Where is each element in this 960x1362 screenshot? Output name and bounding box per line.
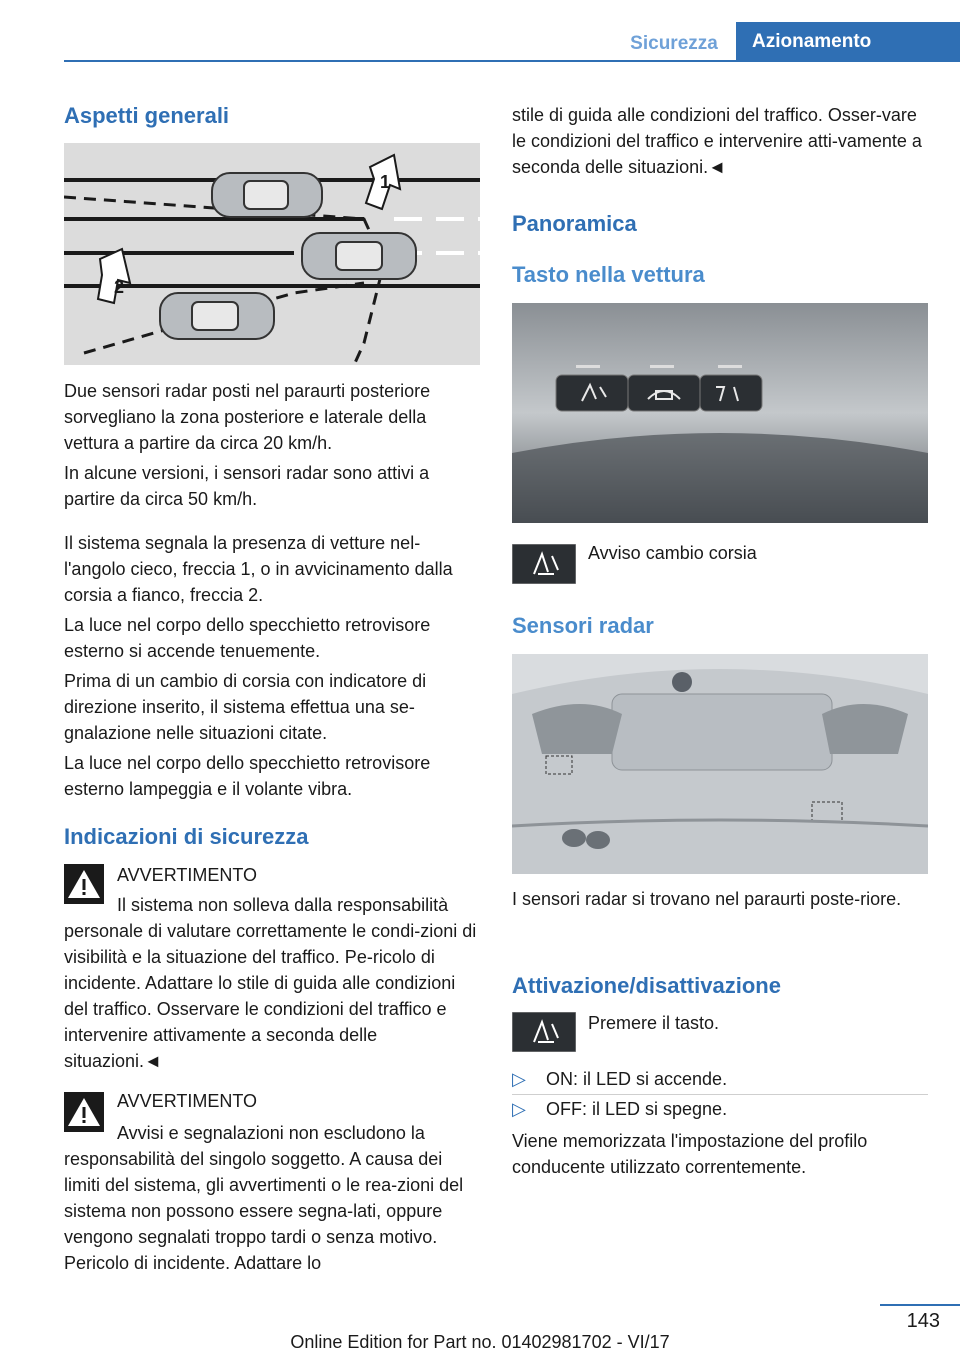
arrow-1-label: 1 [380,172,391,192]
warning-2-title: AVVERTIMENTO [117,1091,258,1111]
warning-1-text: personale di valutare correttamente le condi-zioni di visibilità e la situazione del traffico. Pe-ricolo di incidente. Adattare lo stile di guida alle condizioni del traffico. Osservare le condizioni del traffico e intervenire attivamente a seconda delle situazioni.◄ [64,921,477,1071]
heading-radar: Sensori radar [512,613,654,638]
warning-2-first-line: Avvisi e segnalazioni non escludono la [117,1123,425,1143]
warning-1-first-line: Il sistema non solleva dalla responsabilità [117,895,449,915]
bullet-marker: ▷ [512,1069,526,1089]
press-instruction: Premere il tasto. [588,1013,720,1033]
header-chapter-tab: Azionamento [736,22,960,62]
radar-location-text: I sensori radar si trovano nel paraurti poste-riore. [512,889,902,909]
bullet-on: ON: il LED si accende. [546,1069,728,1089]
arrow-2-label: 2 [114,277,125,297]
paragraph-lane-change: Prima di un cambio di corsia con indicatore di direzione inserito, il sistema effettua una se-gnalazione nelle situazioni citate. [64,671,427,743]
lane-change-warning-icon [512,544,576,584]
heading-general: Aspetti generali [64,103,230,128]
profile-text: Viene memorizzata l'impostazione del profilo conducente utilizzato correntemente. [512,1131,868,1177]
warning-1-title: AVVERTIMENTO [117,865,258,885]
page-number: 143 [906,1310,940,1332]
warning-icon [64,1092,104,1132]
paragraph-signal: Il sistema segnala la presenza di vetture nel-l'angolo cieco, freccia 1, o in avvicinamento dalla corsia a fianco, freccia 2. [64,533,453,605]
lane-change-button-icon[interactable] [512,1012,576,1052]
warning-2-continued: stile di guida alle condizioni del traffico. Osser-vare le condizioni del traffico e intervenire atti-vamente a seconda delle situazioni.◄ [512,105,922,177]
warning-2-text: responsabilità del singolo soggetto. A causa dei limiti del sistema, gli avvertimenti o le rea-zioni del sistema non possono essere segna-lati, oppure vengono segnalati troppo tardi o senza motivo. Pericolo di incidente. Adattare lo [64,1149,464,1273]
paragraph-sensors: Due sensori radar posti nel paraurti posteriore sorvegliano la zona posteriore e laterale della vettura a partire da circa 20 km/h. [64,381,431,453]
bullet-off: OFF: il LED si spegne. [546,1099,728,1119]
heading-safety: Indicazioni di sicurezza [64,824,309,849]
heading-activation: Attivazione/disattivazione [512,973,781,998]
button-panel-photo [512,303,928,523]
warning-icon [64,864,104,904]
edition-footer: Online Edition for Part no. 01402981702 - VI/17 [290,1332,670,1352]
heading-button: Tasto nella vettura [512,262,705,287]
footer-rule [880,1304,960,1306]
radar-sensors-photo [512,654,928,874]
paragraph-mirror-light: La luce nel corpo dello specchietto retrovisore esterno si accende tenuemente. [64,615,431,661]
heading-overview: Panoramica [512,211,637,236]
header-rule [64,60,960,62]
paragraph-mirror-flash: La luce nel corpo dello specchietto retrovisore esterno lampeggia e il volante vibra. [64,753,431,799]
bullet-marker: ▷ [512,1099,526,1119]
header-section-tab: Sicurezza [630,33,718,54]
bullet-divider [512,1094,928,1095]
icon-caption: Avviso cambio corsia [588,543,757,563]
paragraph-versions: In alcune versioni, i sensori radar sono attivi a partire da circa 50 km/h. [64,463,430,509]
blind-spot-diagram [64,143,480,365]
